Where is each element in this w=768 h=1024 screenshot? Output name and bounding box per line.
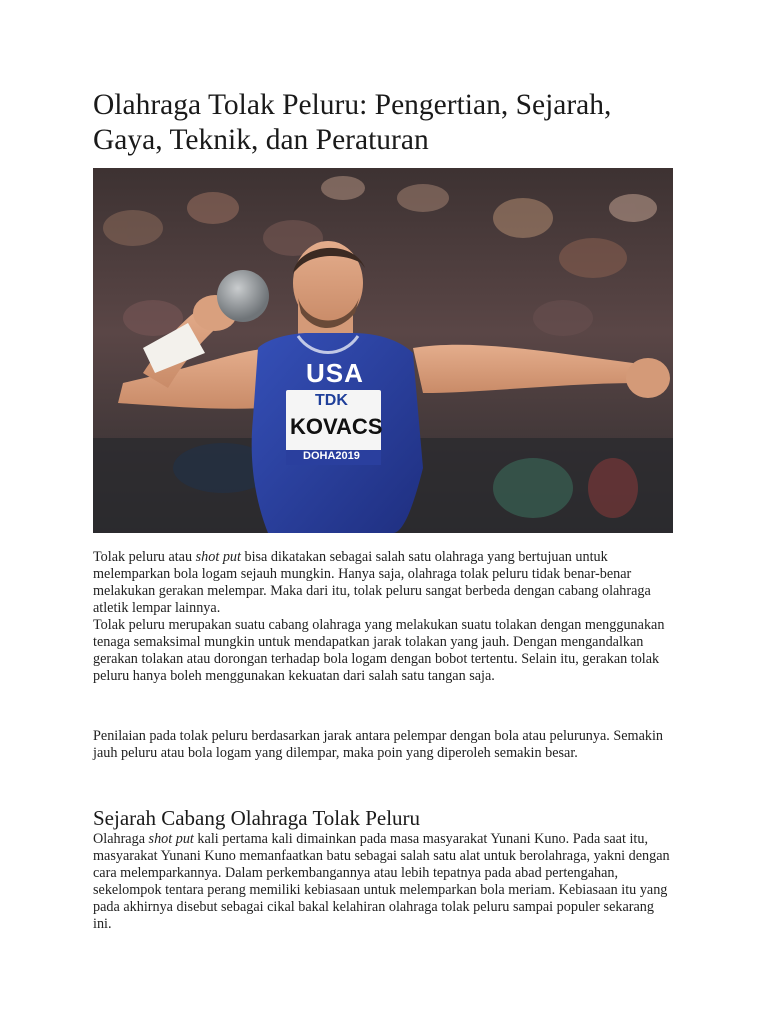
history-paragraph bbox=[93, 831, 675, 933]
text-span: Olahraga bbox=[93, 831, 149, 847]
scoring-paragraph: Penilaian pada tolak peluru berdasarkan jarak antara pelempar dengan bola atau pelurunya. Semakin jauh peluru atau bola logam yang dilempar, maka poin yang diperoleh semakin besar. bbox=[93, 728, 664, 761]
intro-paragraph-1 bbox=[93, 549, 675, 617]
bib-sponsor: TDK bbox=[315, 392, 348, 409]
bib-name: KOVACS bbox=[290, 414, 383, 439]
history-section bbox=[93, 831, 675, 933]
text-span: bisa dikatakan sebagai salah satu olahraga yang bertujuan untuk melemparkan bola logam sejauh mungkin. Hanya saja, olahraga tolak peluru tidak benar-benar melakukan gerakan melempar. Maka dari itu, tolak peluru sangat berbeda dengan cabang olahraga atletik lempar lainnya. bbox=[93, 549, 651, 616]
jersey-text: USA bbox=[306, 358, 364, 388]
intro-section bbox=[93, 549, 675, 685]
bib-event: DOHA2019 bbox=[303, 450, 360, 462]
intro-paragraph-2: Tolak peluru merupakan suatu cabang olahraga yang melakukan suatu tolakan dengan menggunakan tenaga semaksimal mungkin untuk mendapatkan jarak tolakan yang jauh. Dengan mengandalkan gerakan tolakan atau dorongan terhadap bola logam dengan bobot tertentu. Selain itu, gerakan tolak peluru hanya boleh menggunakan kekuatan dari salah satu tangan saja. bbox=[93, 617, 665, 684]
section-heading: Sejarah Cabang Olahraga Tolak Peluru bbox=[93, 806, 421, 830]
article-photo bbox=[93, 168, 673, 533]
emphasis-term: shot put bbox=[148, 831, 194, 847]
emphasis-term: shot put bbox=[195, 549, 241, 565]
page-title: Olahraga Tolak Peluru: Pengertian, Sejarah, Gaya, Teknik, dan Peraturan bbox=[93, 89, 612, 156]
text-span: Tolak peluru atau bbox=[93, 549, 196, 565]
scoring-section bbox=[93, 728, 675, 762]
text-span: kali pertama kali dimainkan pada masa masyarakat Yunani Kuno. Pada saat itu, masyarakat Yunani Kuno memanfaatkan batu sebagai salah satu alat untuk berolahraga, yakni dengan cara melemparkannya. Dalam perkembangannya atau lebih tepatnya pada abad pertengahan, sekelompok tentara perang memiliki kebiasaan untuk melemparkan bola meriam. Kebiasaan itu yang pada akhirnya disebut sebagai cikal bakal kelahiran olahraga tolak peluru sampai populer sekarang ini. bbox=[93, 831, 670, 932]
